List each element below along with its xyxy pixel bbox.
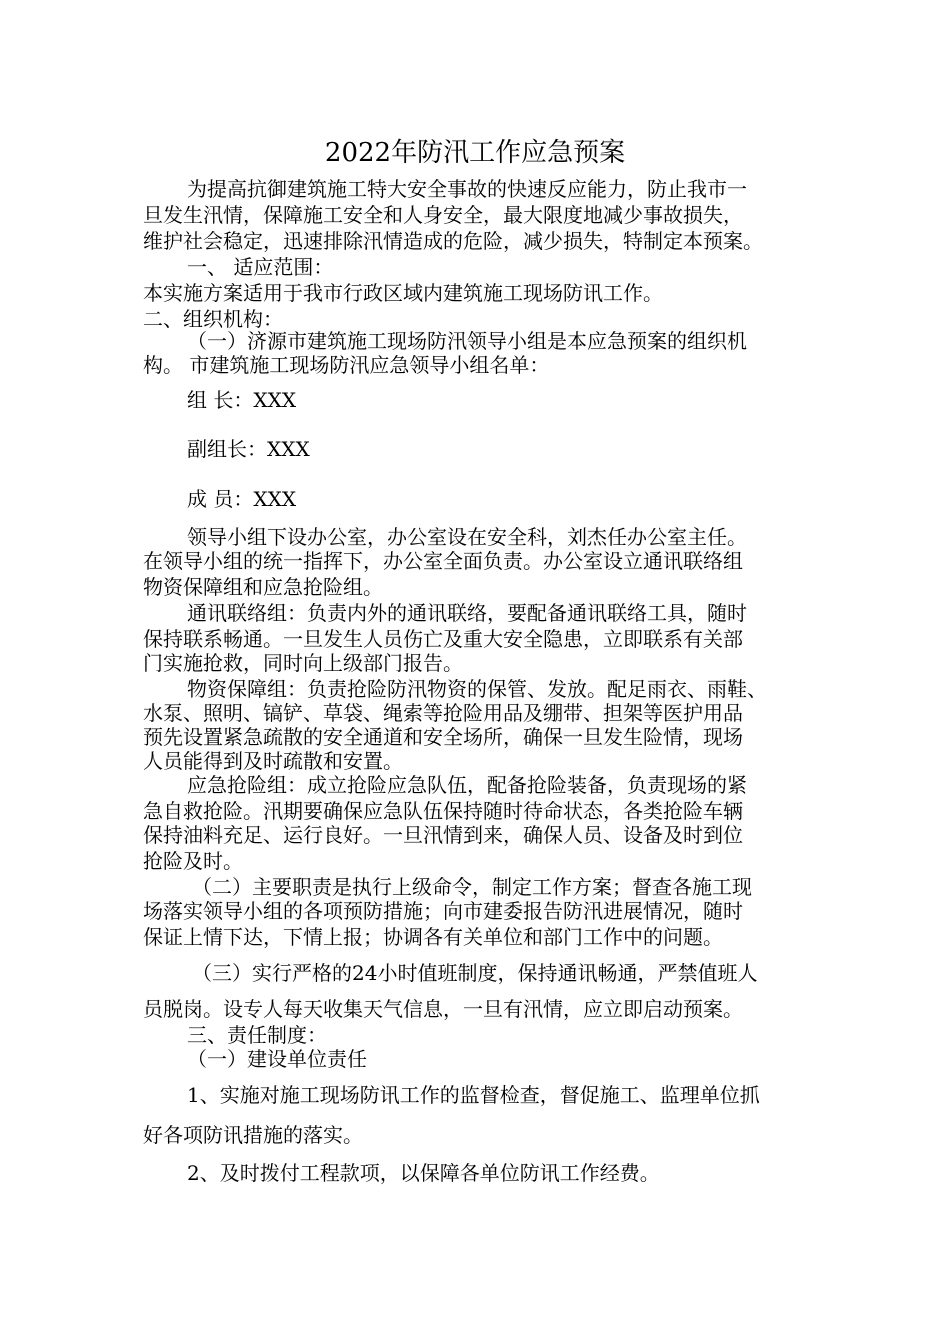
paragraph-line: 旦发生汛情，保障施工安全和人身安全，最大限度地减少事故损失， — [143, 203, 743, 227]
leader-line: 组 长：XXX — [187, 388, 297, 412]
paragraph-line: 保证上情下达，下情上报；协调各有关单位和部门工作中的问题。 — [143, 925, 723, 949]
paragraph-line: 为提高抗御建筑施工特大安全事故的快速反应能力，防止我市一 — [187, 177, 747, 201]
paragraph-line: 保持联系畅通。一旦发生人员伤亡及重大安全隐患，立即联系有关部 — [143, 627, 743, 651]
section-heading: 一、 适应范围： — [187, 255, 334, 279]
numbered-item: 2、及时拨付工程款项，以保障各单位防讯工作经费。 — [187, 1161, 660, 1185]
paragraph-line: 急自救抢险。汛期要确保应急队伍保持随时待命状态，各类抢险车辆 — [143, 799, 743, 823]
paragraph-line: （一）济源市建筑施工现场防汛领导小组是本应急预案的组织机 — [187, 329, 747, 353]
paragraph-line: 保持油料充足、运行良好。一旦汛情到来，确保人员、设备及时到位 — [143, 823, 743, 847]
members-line: 成 员：XXX — [187, 487, 297, 511]
paragraph-line: 本实施方案适用于我市行政区域内建筑施工现场防讯工作。 — [143, 281, 663, 305]
paragraph-line: 抢险及时。 — [143, 849, 243, 873]
paragraph-line: 水泵、照明、镐铲、草袋、绳索等抢险用品及绷带、担架等医护用品 — [143, 701, 743, 725]
paragraph-line: 通讯联络组：负责内外的通讯联络，要配备通讯联络工具，随时 — [187, 601, 747, 625]
paragraph-line: 应急抢险组：成立抢险应急队伍，配备抢险装备，负责现场的紧 — [187, 773, 747, 797]
paragraph-line: （二）主要职责是执行上级命令，制定工作方案；督查各施工现 — [192, 875, 752, 899]
paragraph-line: 物资保障组：负责抢险防汛物资的保管、发放。配足雨衣、雨鞋、 — [187, 677, 767, 701]
paragraph-line: 在领导小组的统一指挥下，办公室全面负责。办公室设立通讯联络组 — [143, 549, 743, 573]
numbered-item-continuation: 好各项防讯措施的落实。 — [143, 1123, 363, 1147]
paragraph-line: 维护社会稳定，迅速排除汛情造成的危险，减少损失，特制定本预案。 — [143, 229, 763, 253]
paragraph-line: 构。 市建筑施工现场防汛应急领导小组名单： — [143, 353, 550, 377]
document-title: 2022年防汛工作应急预案 — [324, 138, 626, 168]
paragraph-line: （三）实行严格的24小时值班制度，保持通讯畅通，严禁值班人 — [192, 961, 758, 985]
deputy-leader-line: 副组长：XXX — [187, 437, 310, 461]
section-heading: 三、责任制度： — [187, 1023, 327, 1047]
section-heading: 二、组织机构： — [143, 307, 283, 331]
paragraph-line: 场落实领导小组的各项预防措施；向市建委报告防汛进展情况，随时 — [143, 899, 743, 923]
paragraph-line: 门实施抢救，同时向上级部门报告。 — [143, 651, 463, 675]
paragraph-line: 物资保障组和应急抢险组。 — [143, 575, 383, 599]
paragraph-line: 人员能得到及时疏散和安置。 — [143, 749, 403, 773]
subsection-heading: （一）建设单位责任 — [187, 1047, 367, 1071]
numbered-item: 1、实施对施工现场防讯工作的监督检查，督促施工、监理单位抓 — [187, 1083, 760, 1107]
paragraph-line: 领导小组下设办公室，办公室设在安全科，刘杰任办公室主任。 — [187, 525, 747, 549]
paragraph-line: 员脱岗。设专人每天收集天气信息，一旦有汛情，应立即启动预案。 — [143, 997, 743, 1021]
paragraph-line: 预先设置紧急疏散的安全通道和安全场所，确保一旦发生险情，现场 — [143, 725, 743, 749]
